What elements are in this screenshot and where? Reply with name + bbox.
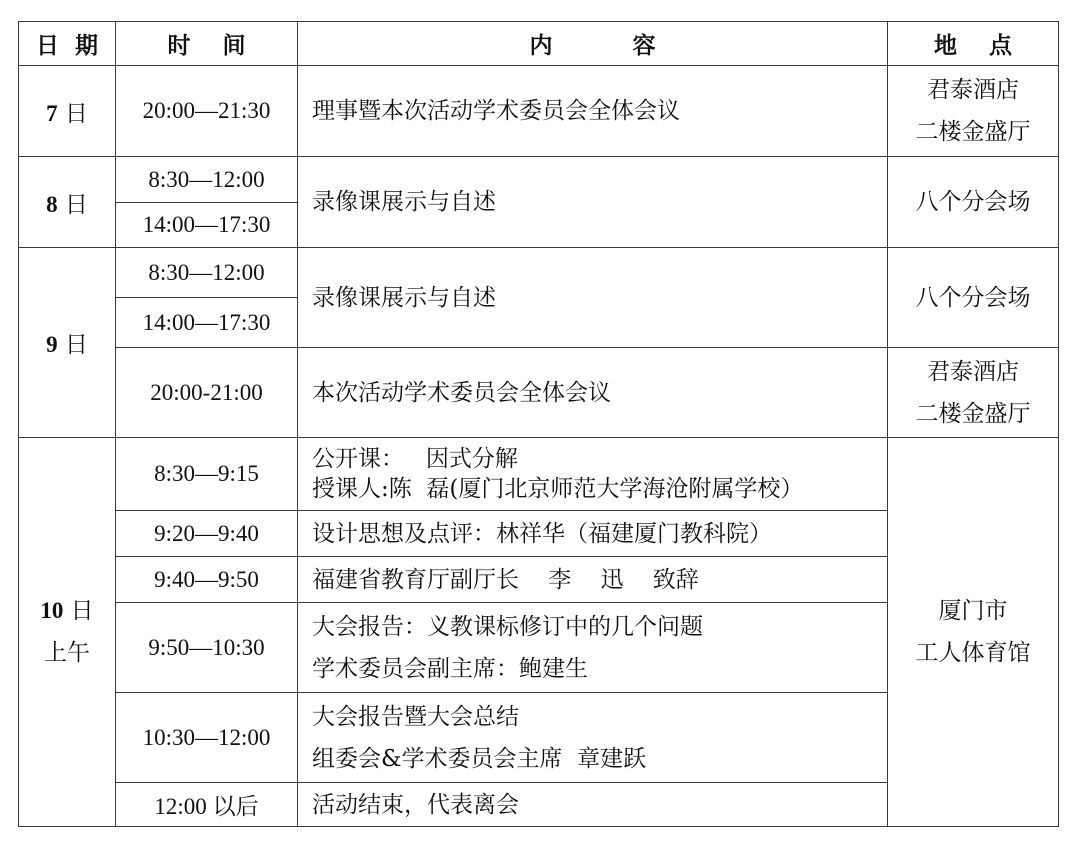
table-row (19, 348, 1059, 438)
date-cell-7 (19, 66, 116, 157)
place-cell (888, 348, 1059, 438)
time-cell: 8:30—12:00 (116, 248, 298, 298)
content-cell (298, 693, 888, 783)
time-number: 12:00 (154, 794, 207, 819)
content-line: 公开课： 因式分解 (312, 446, 518, 472)
time-cell: 8:30—12:00 (116, 157, 298, 203)
place-line: 工人体育馆 (915, 640, 1031, 666)
date-number: 9 (46, 332, 58, 357)
time-cell: 14:00—17:30 (116, 298, 298, 348)
date-unit: 日 (70, 598, 94, 624)
place-line: 厦门市 (938, 598, 1008, 624)
place-line: 二楼金盛厅 (915, 119, 1031, 145)
schedule-table (18, 21, 1059, 827)
table-row (19, 438, 1059, 511)
content-cell: 活动结束，代表离会 (298, 783, 888, 827)
date-number: 8 (46, 191, 58, 217)
content-line: 授课人:陈 磊(厦门北京师范大学海沧附属学校） (312, 476, 804, 502)
table-row (19, 66, 1059, 157)
table-row (19, 157, 1059, 203)
time-cell: 9:50—10:30 (116, 603, 298, 693)
content-cell: 理事暨本次活动学术委员会全体会议 (298, 66, 888, 157)
header-date: 日 期 (19, 22, 116, 66)
date-period: 上午 (44, 640, 90, 666)
header-row (19, 22, 1059, 66)
time-cell: 9:20—9:40 (116, 511, 298, 557)
time-cell: 9:40—9:50 (116, 557, 298, 603)
content-cell: 录像课展示与自述 (298, 157, 888, 248)
content-cell (298, 438, 888, 511)
place-cell: 八个分会场 (888, 248, 1059, 348)
place-line: 君泰酒店 (927, 77, 1019, 103)
place-cell (888, 66, 1059, 157)
date-number: 7 (46, 100, 58, 126)
content-line: 组委会&学术委员会主席 章建跃 (312, 745, 647, 772)
time-suffix: 以后 (206, 794, 259, 819)
content-line: 学术委员会副主席：鲍建生 (312, 655, 588, 682)
time-cell: 14:00—17:30 (116, 203, 298, 248)
time-cell (116, 783, 298, 827)
content-cell: 福建省教育厅副厅长 李 迅 致辞 (298, 557, 888, 603)
place-cell: 八个分会场 (888, 157, 1059, 248)
time-cell: 8:30—9:15 (116, 438, 298, 511)
time-cell: 20:00-21:00 (116, 348, 298, 438)
header-content: 内 容 (298, 22, 888, 66)
content-line: 大会报告暨大会总结 (312, 703, 519, 730)
date-number: 10 (40, 598, 64, 623)
header-place: 地 点 (888, 22, 1059, 66)
date-cell-8 (19, 157, 116, 248)
place-line: 君泰酒店 (927, 358, 1019, 385)
content-cell (298, 603, 888, 693)
place-line: 二楼金盛厅 (915, 400, 1031, 427)
date-unit: 日 (64, 332, 88, 358)
content-cell: 录像课展示与自述 (298, 248, 888, 348)
date-cell-9 (19, 248, 116, 438)
date-cell-10 (19, 438, 116, 827)
place-cell (888, 438, 1059, 827)
header-time: 时 间 (116, 22, 298, 66)
content-line: 大会报告：义教课标修订中的几个问题 (312, 613, 703, 640)
time-cell: 20:00—21:30 (116, 66, 298, 157)
date-unit: 日 (64, 100, 88, 127)
time-cell: 10:30—12:00 (116, 693, 298, 783)
date-unit: 日 (64, 191, 88, 218)
content-cell: 本次活动学术委员会全体会议 (298, 348, 888, 438)
table-row (19, 248, 1059, 298)
content-cell: 设计思想及点评：林祥华（福建厦门教科院） (298, 511, 888, 557)
